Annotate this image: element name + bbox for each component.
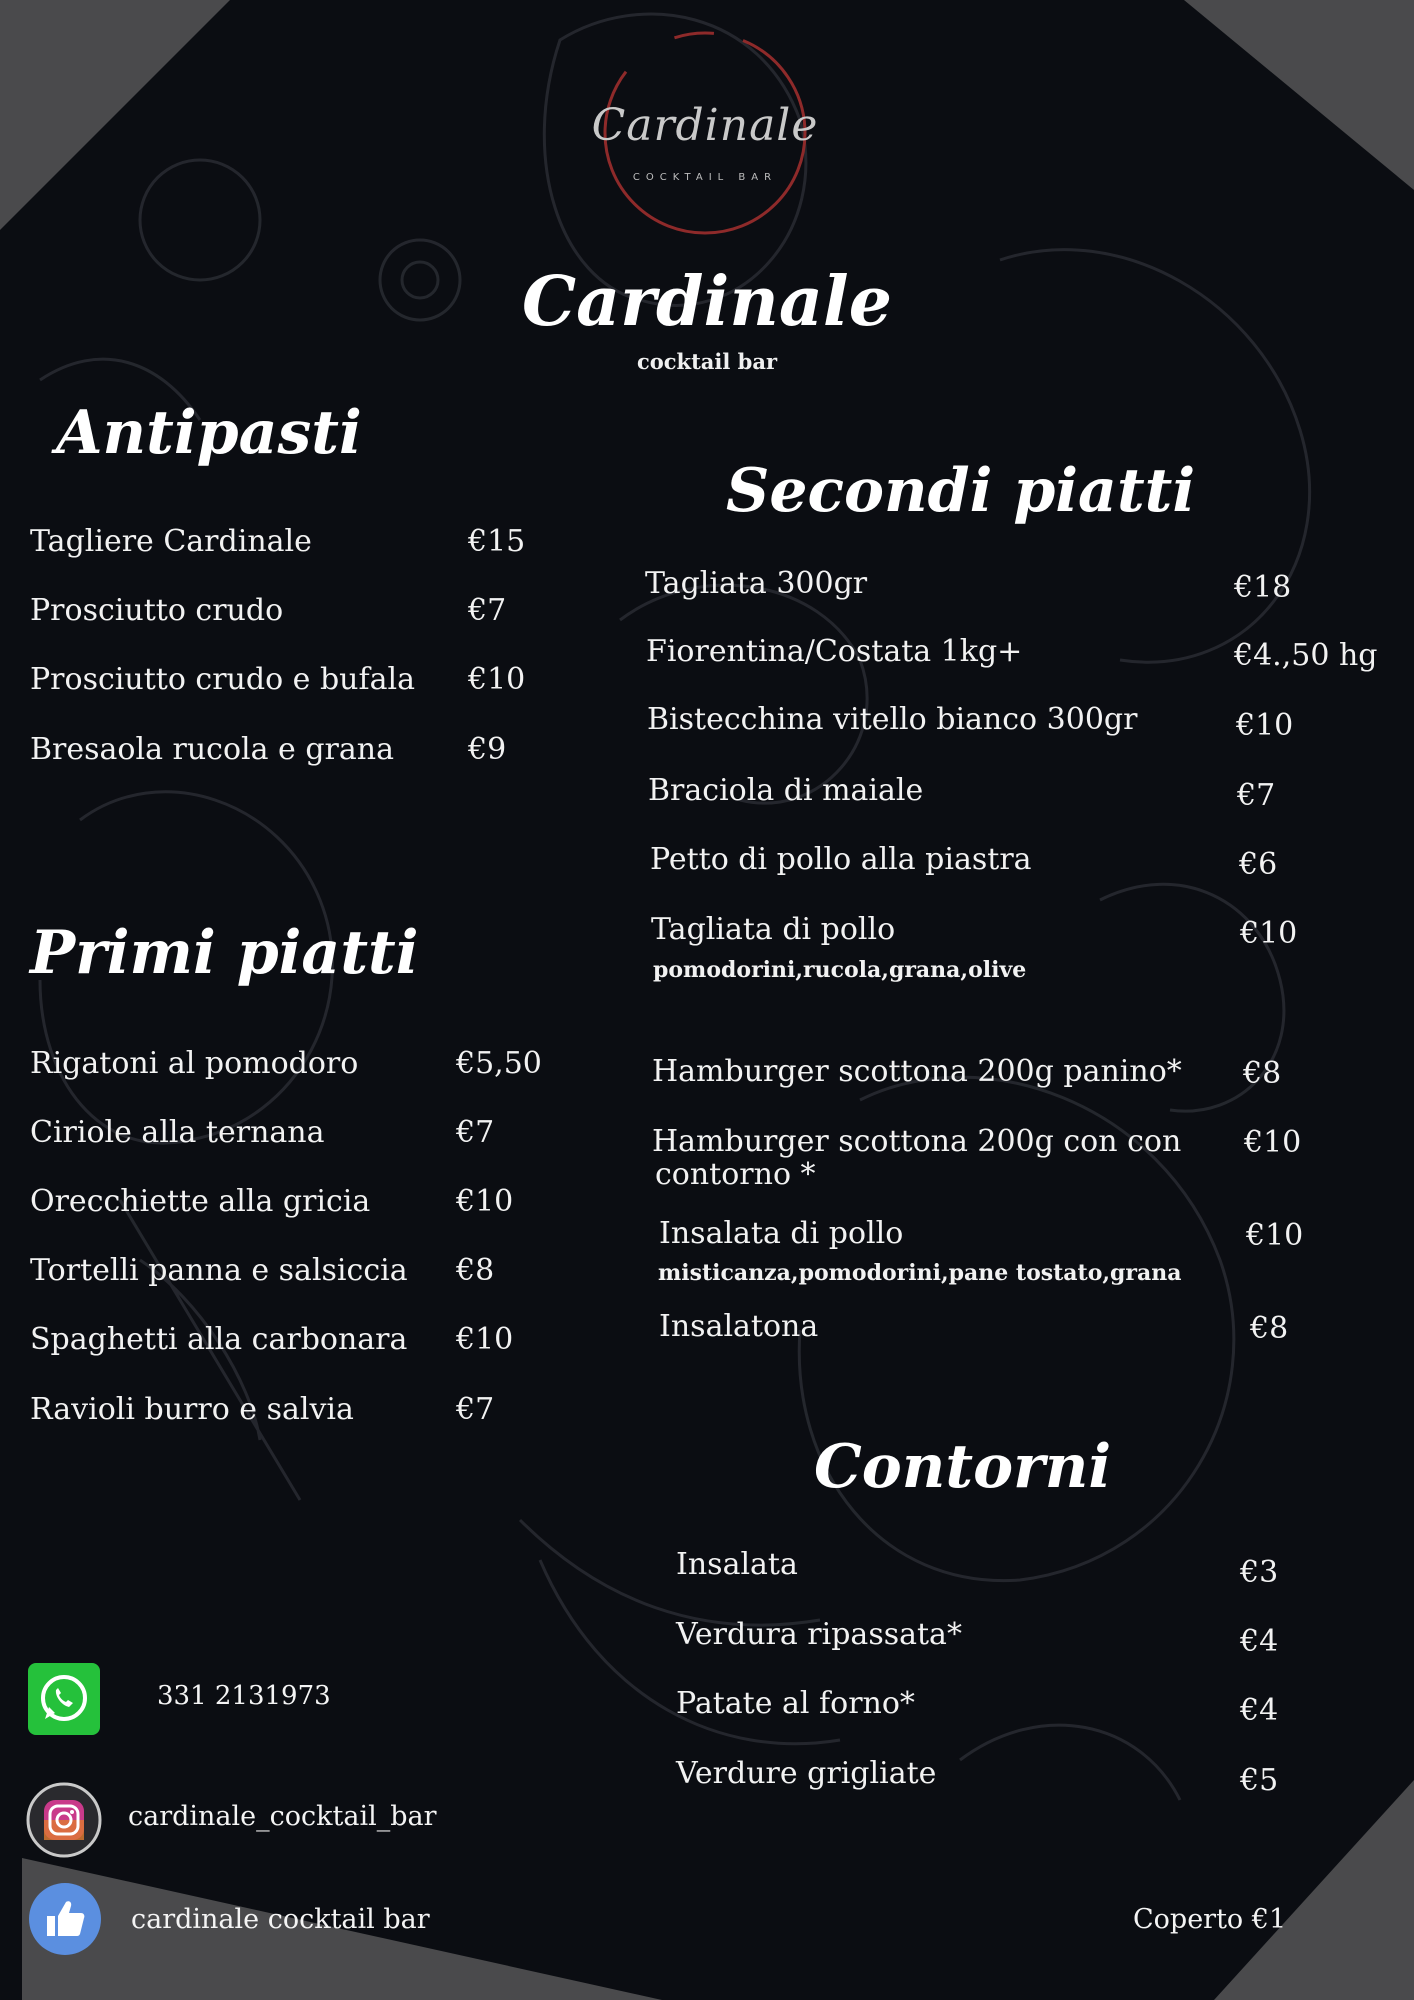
menu-item-price: €10 xyxy=(1246,1218,1304,1253)
primi-heading: Primi piatti xyxy=(30,918,419,988)
menu-item-name: Bistecchina vitello bianco 300gr xyxy=(647,702,1138,737)
brand-name: Cardinale xyxy=(522,262,892,342)
antipasti-heading: Antipasti xyxy=(56,398,362,468)
contorni-heading: Contorni xyxy=(814,1432,1112,1502)
facebook-page[interactable]: cardinale cocktail bar xyxy=(131,1904,430,1935)
instagram-handle[interactable]: cardinale_cocktail_bar xyxy=(128,1801,437,1832)
menu-item-price: €7 xyxy=(468,593,507,628)
menu-item-name: Braciola di maiale xyxy=(648,773,924,808)
menu-item-price: €10 xyxy=(468,662,526,697)
menu-item-price: €4 xyxy=(1240,1693,1279,1728)
menu-item-price: €10 xyxy=(1236,708,1294,743)
coperto-charge: Coperto €1 xyxy=(1133,1904,1287,1935)
menu-item-name: Patate al forno* xyxy=(676,1686,915,1721)
menu-item-name: Tagliata 300gr xyxy=(645,566,868,601)
menu-item-name: Tortelli panna e salsiccia xyxy=(30,1253,408,1288)
menu-item-name-continued: contorno * xyxy=(655,1157,816,1192)
menu-item-price: €5,50 xyxy=(456,1046,542,1081)
menu-item-name: Hamburger scottona 200g con con xyxy=(652,1124,1182,1159)
menu-item-name: Verdure grigliate xyxy=(676,1756,937,1791)
menu-item-name: Verdura ripassata* xyxy=(676,1617,962,1652)
menu-item-name: Fiorentina/Costata 1kg+ xyxy=(646,634,1023,669)
secondi-heading: Secondi piatti xyxy=(726,456,1196,526)
menu-item-name: Bresaola rucola e grana xyxy=(30,732,394,767)
menu-item-name: Hamburger scottona 200g panino* xyxy=(652,1054,1182,1089)
menu-item-price: €10 xyxy=(1240,916,1298,951)
menu-item-price: €8 xyxy=(456,1253,495,1288)
menu-item-price: €10 xyxy=(456,1322,514,1357)
menu-item-price: €6 xyxy=(1239,847,1278,882)
menu-item-name: Prosciutto crudo xyxy=(30,593,284,628)
menu-item-description: pomodorini,rucola,grana,olive xyxy=(653,957,1027,983)
instagram-icon[interactable] xyxy=(26,1782,102,1858)
menu-item-price: €5 xyxy=(1240,1763,1279,1798)
menu-item-name: Tagliata di pollo xyxy=(651,912,896,947)
menu-item-name: Rigatoni al pomodoro xyxy=(30,1046,359,1081)
menu-item-price: €18 xyxy=(1234,570,1292,605)
menu-item-name: Insalatona xyxy=(659,1309,819,1344)
menu-item-name: Insalata xyxy=(676,1547,798,1582)
menu-item-price: €10 xyxy=(456,1184,514,1219)
menu-item-price: €4.,50 hg xyxy=(1234,638,1378,673)
menu-item-name: Prosciutto crudo e bufala xyxy=(30,662,415,697)
whatsapp-icon[interactable] xyxy=(28,1663,100,1735)
menu-item-price: €8 xyxy=(1243,1056,1282,1091)
menu-item-name: Ciriole alla ternana xyxy=(30,1115,325,1150)
menu-item-price: €4 xyxy=(1240,1624,1279,1659)
menu-item-name: Insalata di pollo xyxy=(659,1216,904,1251)
menu-item-price: €10 xyxy=(1244,1125,1302,1160)
thumbs-up-icon[interactable] xyxy=(28,1882,102,1956)
logo-script-text: Cardinale xyxy=(591,100,819,151)
menu-item-name: Spaghetti alla carbonara xyxy=(30,1322,408,1357)
cardinale-logo xyxy=(590,18,820,248)
menu-item-name: Orecchiette alla gricia xyxy=(30,1184,371,1219)
menu-item-price: €7 xyxy=(456,1392,495,1427)
whatsapp-number[interactable]: 331 2131973 xyxy=(157,1681,331,1711)
menu-item-price: €8 xyxy=(1250,1311,1289,1346)
menu-item-price: €7 xyxy=(456,1115,495,1150)
brand-tagline: cocktail bar xyxy=(636,349,778,374)
menu-item-name: Tagliere Cardinale xyxy=(30,524,312,559)
menu-item-price: €15 xyxy=(468,524,526,559)
logo-subtitle: COCKTAIL BAR xyxy=(632,172,778,183)
menu-item-price: €3 xyxy=(1240,1555,1279,1590)
menu-item-description: misticanza,pomodorini,pane tostato,grana xyxy=(658,1260,1182,1286)
menu-item-name: Petto di pollo alla piastra xyxy=(650,842,1032,877)
menu-item-price: €7 xyxy=(1237,778,1276,813)
menu-item-name: Ravioli burro e salvia xyxy=(30,1392,354,1427)
menu-item-price: €9 xyxy=(468,732,507,767)
